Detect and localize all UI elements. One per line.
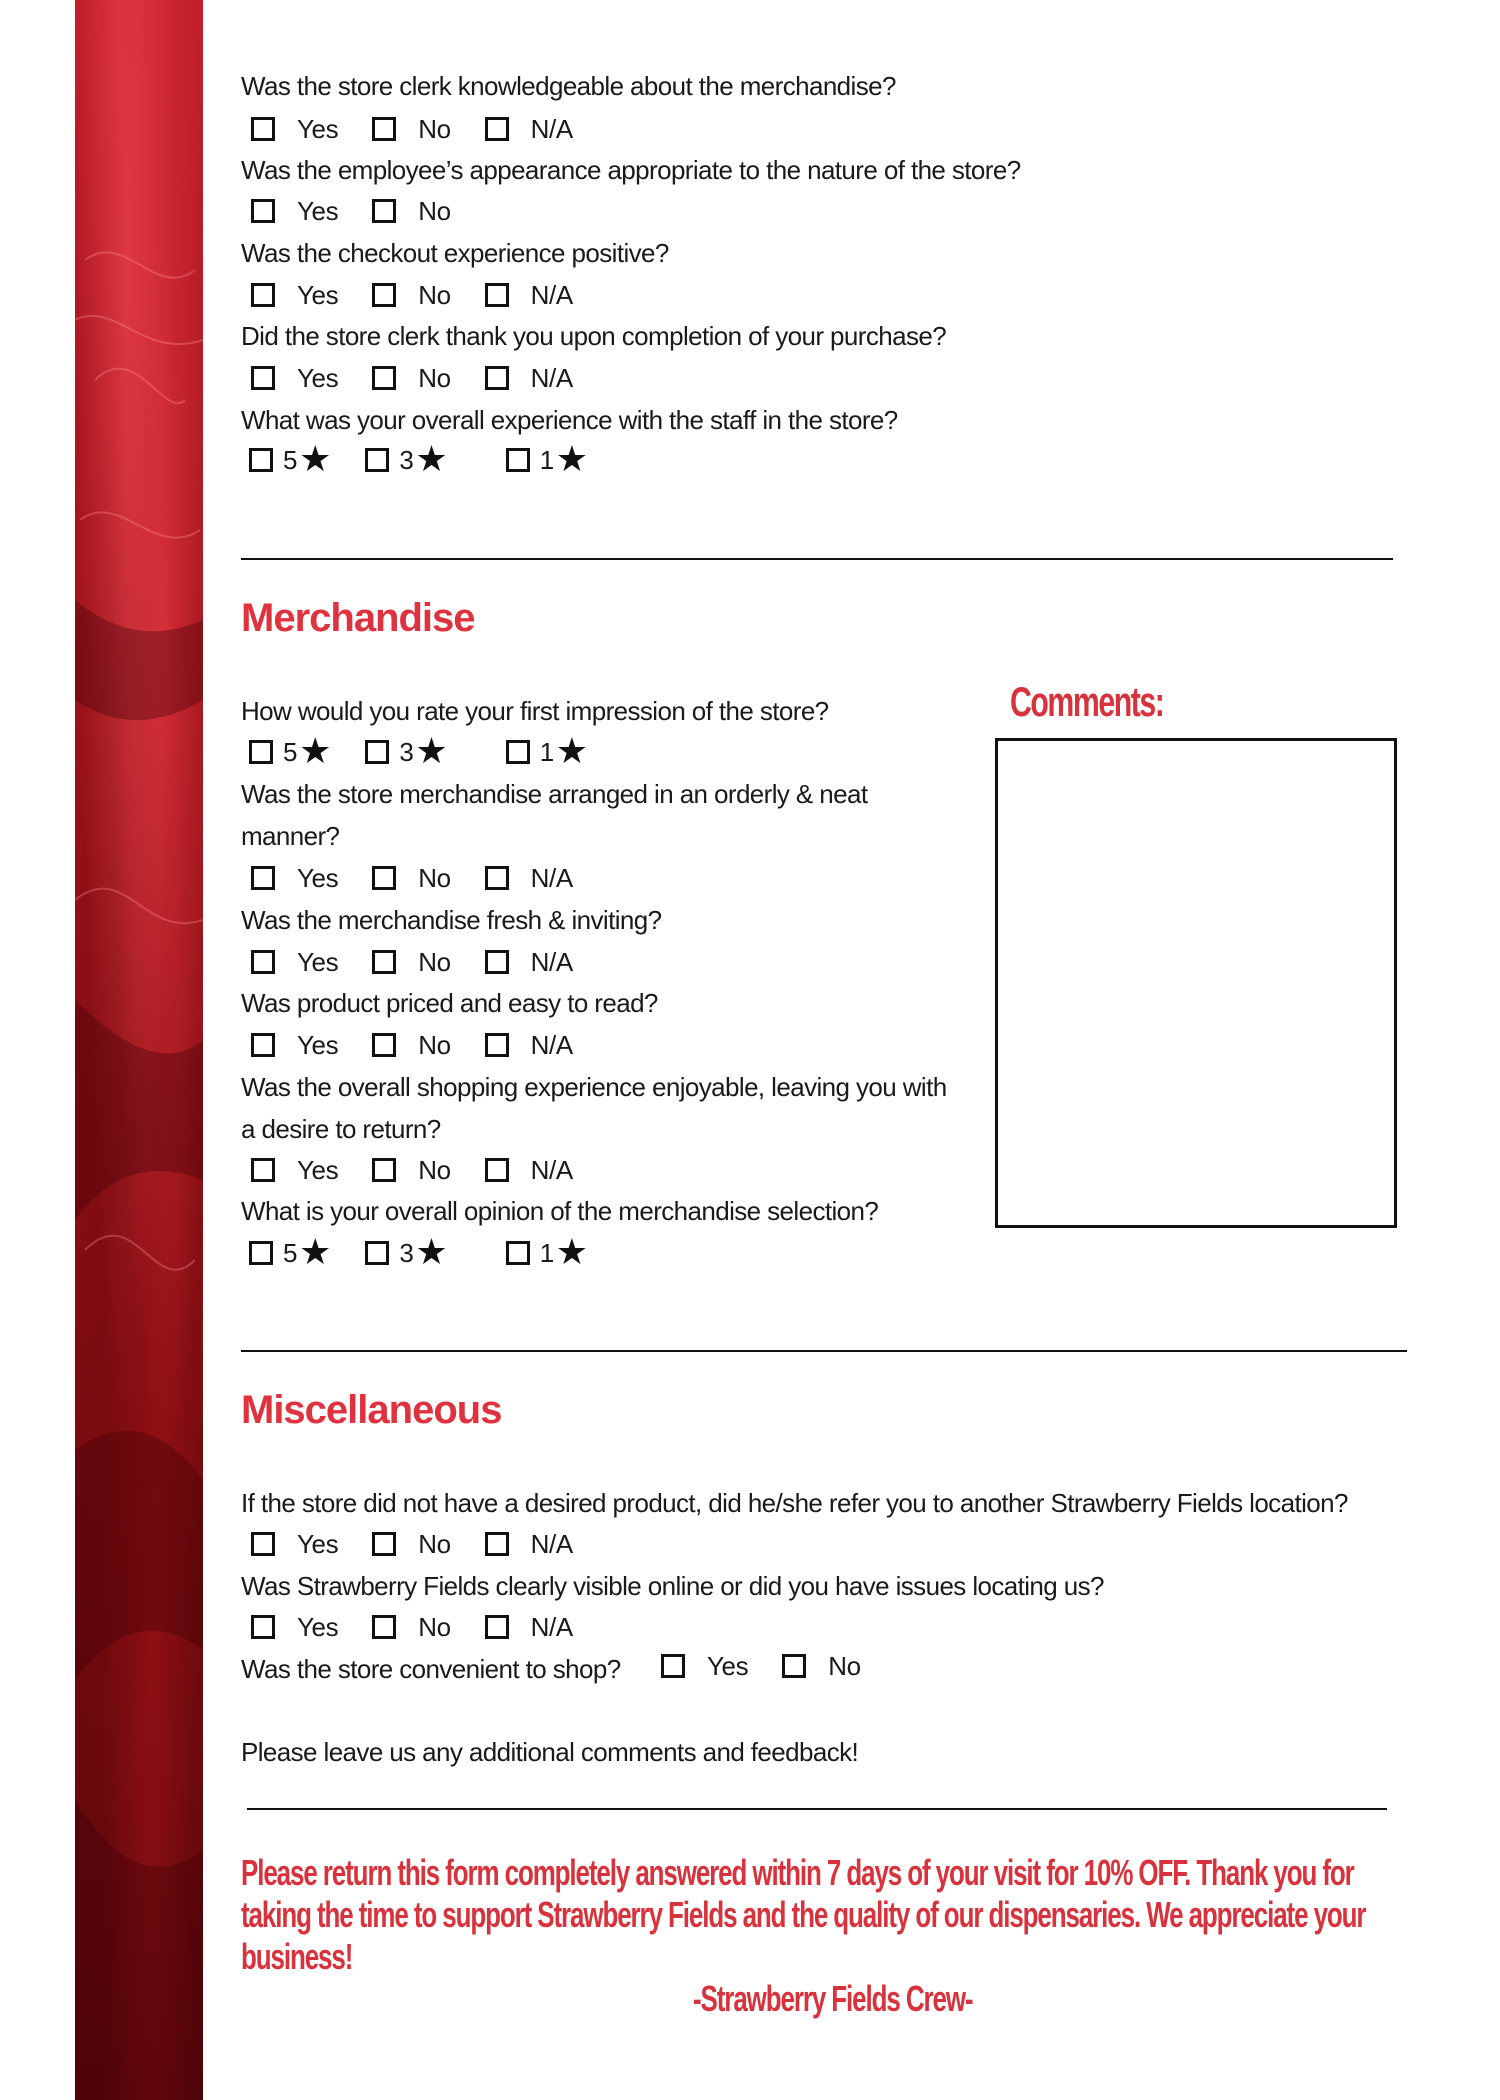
question-staff-overall: What was your overall experience with the staff in the store?	[241, 405, 898, 435]
rating-merch-selection	[249, 1232, 622, 1274]
checkbox-icon[interactable]	[372, 1158, 396, 1182]
options-shopping-enjoyable	[251, 1149, 607, 1191]
checkbox-icon[interactable]	[485, 950, 509, 974]
comments-textbox[interactable]	[995, 738, 1397, 1228]
option-no[interactable]: No	[372, 1529, 450, 1560]
options-store-convenient	[661, 1645, 895, 1687]
star-icon: ★	[299, 731, 332, 772]
question-employee-appearance: Was the employee’s appearance appropriate to the nature of the store?	[241, 155, 1021, 185]
checkbox-icon[interactable]	[661, 1654, 685, 1678]
checkbox-icon[interactable]	[485, 1158, 509, 1182]
section-divider	[241, 1350, 1407, 1352]
rating-option-3[interactable]: 3 ★	[365, 734, 447, 770]
rating-option-5[interactable]: 5 ★	[249, 734, 331, 770]
option-yes[interactable]: Yes	[251, 280, 338, 311]
star-icon: ★	[555, 1232, 589, 1273]
feedback-prompt: Please leave us any additional comments and feedback!	[241, 1737, 859, 1767]
options-merch-fresh	[251, 941, 607, 983]
question-clerk-thanks: Did the store clerk thank you upon completion of your purchase?	[241, 321, 947, 351]
checkbox-icon[interactable]	[372, 366, 396, 390]
question-first-impression: How would you rate your first impression of the store?	[241, 696, 829, 726]
checkbox-icon[interactable]	[251, 866, 275, 890]
rating-staff-overall	[249, 439, 622, 481]
options-employee-appearance	[251, 190, 485, 232]
option-na[interactable]: N/A	[485, 863, 573, 894]
question-shopping-enjoyable-cont: a desire to return?	[241, 1114, 441, 1144]
merchandise-heading: Merchandise	[241, 596, 475, 640]
option-no[interactable]: No	[372, 863, 450, 894]
options-clerk-knowledge	[251, 108, 607, 150]
star-icon: ★	[555, 731, 589, 772]
rating-option-3[interactable]: 3 ★	[365, 1235, 447, 1271]
option-no[interactable]: No	[372, 363, 450, 394]
options-visible-online	[251, 1606, 607, 1648]
checkbox-icon[interactable]	[251, 199, 275, 223]
option-na[interactable]: N/A	[485, 363, 573, 394]
checkbox-icon[interactable]	[372, 283, 396, 307]
checkbox-icon[interactable]	[249, 740, 273, 764]
checkbox-icon[interactable]	[372, 1532, 396, 1556]
checkbox-icon[interactable]	[251, 117, 275, 141]
checkbox-icon[interactable]	[372, 199, 396, 223]
question-visible-online: Was Strawberry Fields clearly visible online or did you have issues locating us?	[241, 1571, 1104, 1601]
checkbox-icon[interactable]	[485, 366, 509, 390]
checkbox-icon[interactable]	[485, 1033, 509, 1057]
checkbox-icon[interactable]	[251, 283, 275, 307]
option-yes[interactable]: Yes	[251, 196, 338, 227]
option-yes[interactable]: Yes	[251, 1155, 338, 1186]
question-shopping-enjoyable: Was the overall shopping experience enjoyable, leaving you with	[241, 1072, 947, 1102]
question-store-convenient: Was the store convenient to shop?	[241, 1654, 621, 1684]
checkbox-icon[interactable]	[249, 448, 273, 472]
option-no[interactable]: No	[372, 947, 450, 978]
question-merch-orderly-cont: manner?	[241, 821, 340, 851]
checkbox-icon[interactable]	[372, 1033, 396, 1057]
checkbox-icon[interactable]	[251, 366, 275, 390]
rating-option-1[interactable]: 1 ★	[506, 734, 588, 770]
option-no[interactable]: No	[782, 1651, 860, 1682]
question-checkout-experience: Was the checkout experience positive?	[241, 238, 669, 268]
checkbox-icon[interactable]	[251, 950, 275, 974]
star-icon: ★	[299, 439, 332, 480]
star-icon: ★	[415, 439, 448, 480]
options-clerk-thanks	[251, 357, 607, 399]
question-merch-selection: What is your overall opinion of the merchandise selection?	[241, 1196, 879, 1226]
option-yes[interactable]: Yes	[251, 947, 338, 978]
comments-label: Comments:	[1010, 678, 1164, 725]
option-yes[interactable]: Yes	[251, 863, 338, 894]
section-divider	[241, 558, 1393, 560]
option-yes[interactable]: Yes	[251, 1030, 338, 1061]
survey-form	[241, 0, 1431, 2100]
checkbox-icon[interactable]	[506, 1241, 530, 1265]
options-product-priced	[251, 1024, 607, 1066]
option-na[interactable]: N/A	[485, 1155, 573, 1186]
rating-option-5[interactable]: 5 ★	[249, 442, 331, 478]
option-no[interactable]: No	[372, 1030, 450, 1061]
rating-first-impression	[249, 731, 622, 773]
star-icon: ★	[299, 1232, 332, 1273]
checkbox-icon[interactable]	[251, 1033, 275, 1057]
option-no[interactable]: No	[372, 196, 450, 227]
option-yes[interactable]: Yes	[251, 1612, 338, 1643]
rating-option-3[interactable]: 3 ★	[365, 442, 447, 478]
star-icon: ★	[555, 439, 589, 480]
options-checkout-experience	[251, 274, 607, 316]
checkbox-icon[interactable]	[251, 1532, 275, 1556]
checkbox-icon[interactable]	[506, 740, 530, 764]
option-yes[interactable]: Yes	[661, 1651, 748, 1682]
checkbox-icon[interactable]	[485, 117, 509, 141]
option-no[interactable]: No	[372, 114, 450, 145]
checkbox-icon[interactable]	[372, 866, 396, 890]
question-merch-fresh: Was the merchandise fresh & inviting?	[241, 905, 662, 935]
option-no[interactable]: No	[372, 1612, 450, 1643]
checkbox-icon[interactable]	[485, 283, 509, 307]
checkbox-icon[interactable]	[365, 1241, 389, 1265]
star-icon: ★	[415, 1232, 448, 1273]
question-refer-location: If the store did not have a desired product, did he/she refer you to another Strawberry Fields location?	[241, 1488, 1348, 1518]
question-merch-orderly: Was the store merchandise arranged in an orderly & neat	[241, 779, 868, 809]
option-na[interactable]: N/A	[485, 1529, 573, 1560]
option-yes[interactable]: Yes	[251, 114, 338, 145]
option-na[interactable]: N/A	[485, 947, 573, 978]
checkbox-icon[interactable]	[782, 1654, 806, 1678]
checkbox-icon[interactable]	[365, 448, 389, 472]
checkbox-icon[interactable]	[372, 117, 396, 141]
checkbox-icon[interactable]	[485, 1532, 509, 1556]
option-na[interactable]: N/A	[485, 114, 573, 145]
rating-option-1[interactable]: 1 ★	[506, 442, 588, 478]
options-refer-location	[251, 1523, 607, 1565]
rating-option-1[interactable]: 1 ★	[506, 1235, 588, 1271]
checkbox-icon[interactable]	[251, 1158, 275, 1182]
checkbox-icon[interactable]	[372, 950, 396, 974]
checkbox-icon[interactable]	[251, 1615, 275, 1639]
miscellaneous-heading: Miscellaneous	[241, 1388, 502, 1432]
question-clerk-knowledge: Was the store clerk knowledgeable about the merchandise?	[241, 71, 896, 101]
checkbox-icon[interactable]	[249, 1241, 273, 1265]
option-no[interactable]: No	[372, 280, 450, 311]
options-merch-orderly	[251, 857, 607, 899]
feedback-line[interactable]	[247, 1808, 1387, 1810]
star-icon: ★	[415, 731, 448, 772]
rating-option-5[interactable]: 5 ★	[249, 1235, 331, 1271]
checkbox-icon[interactable]	[485, 1615, 509, 1639]
checkbox-icon[interactable]	[485, 866, 509, 890]
checkbox-icon[interactable]	[365, 740, 389, 764]
closing-message: Please return this form completely answered within 7 days of your visit for 10% OFF. Thank you for taking the time to support Strawberry Fields and the quality of our dispensaries. We appreciate your business!	[241, 1852, 1366, 1977]
option-na[interactable]: N/A	[485, 280, 573, 311]
question-product-priced: Was product priced and easy to read?	[241, 988, 658, 1018]
option-na[interactable]: N/A	[485, 1612, 573, 1643]
option-na[interactable]: N/A	[485, 1030, 573, 1061]
decorative-plant-band	[75, 0, 203, 2100]
checkbox-icon[interactable]	[372, 1615, 396, 1639]
option-yes[interactable]: Yes	[251, 1529, 338, 1560]
option-no[interactable]: No	[372, 1155, 450, 1186]
option-yes[interactable]: Yes	[251, 363, 338, 394]
signoff: -Strawberry Fields Crew-	[693, 1978, 973, 2019]
checkbox-icon[interactable]	[506, 448, 530, 472]
